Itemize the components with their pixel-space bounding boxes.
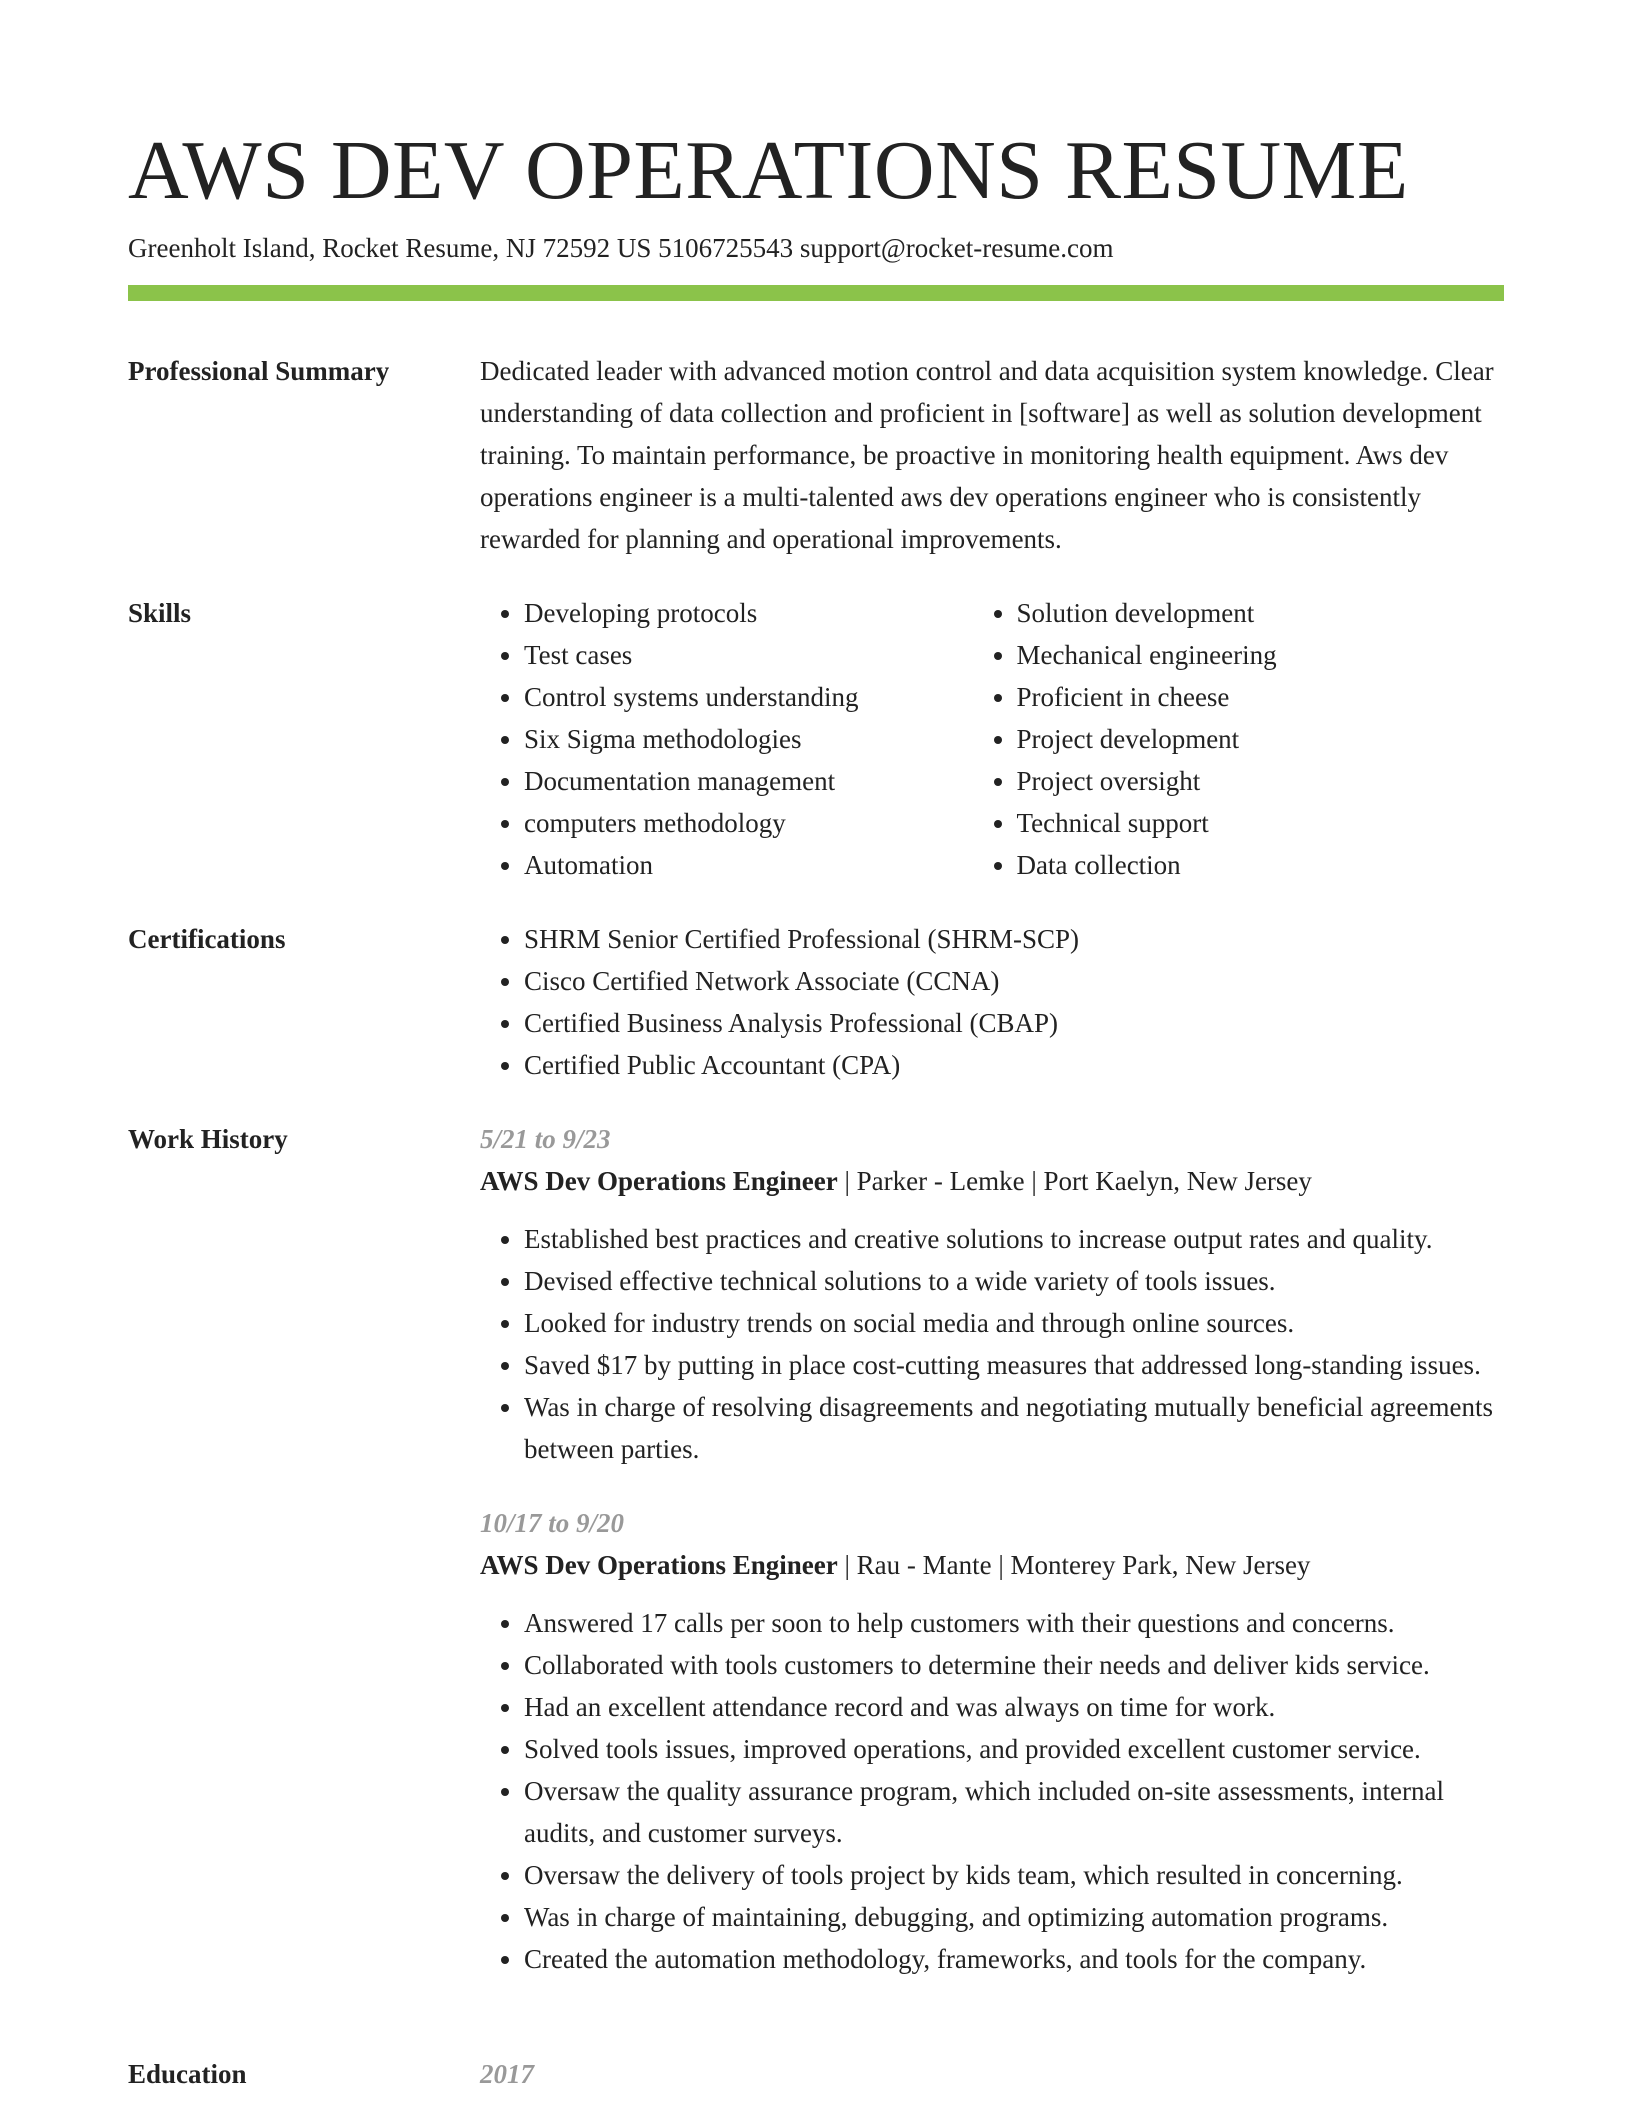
skill-item: • Documentation management — [524, 760, 973, 802]
skill-item: • Developing protocols — [524, 592, 973, 634]
education-year: 2017 — [480, 2059, 534, 2089]
job-bullet: • Solved tools issues, improved operations, and provided excellent customer service. — [524, 1728, 1504, 1770]
skill-item: • Project oversight — [1017, 760, 1505, 802]
job-bullet: • Devised effective technical solutions to a wide variety of tools issues. — [524, 1260, 1504, 1302]
job-bullet: • Oversaw the delivery of tools project by kids team, which resulted in concerning. — [524, 1854, 1504, 1896]
contact-line: Greenholt Island, Rocket Resume, NJ 72592 US 5106725543 support@rocket-resume.com — [128, 233, 1114, 263]
job-details: | Rau - Mante | Monterey Park, New Jersey — [837, 1550, 1311, 1580]
skill-item: • Proficient in cheese — [1017, 676, 1505, 718]
job-bullet: • Collaborated with tools customers to determine their needs and deliver kids service. — [524, 1644, 1504, 1686]
skill-item: • Technical support — [1017, 802, 1505, 844]
accent-divider — [128, 285, 1504, 301]
job-bullet: • Had an excellent attendance record and was always on time for work. — [524, 1686, 1504, 1728]
job-entry — [480, 1502, 1504, 1980]
job-details: | Parker - Lemke | Port Kaelyn, New Jersey — [837, 1166, 1312, 1196]
skill-item: • Control systems understanding — [524, 676, 973, 718]
certification-item: • Cisco Certified Network Associate (CCNA) — [524, 960, 1504, 1002]
job-bullet: • Established best practices and creative solutions to increase output rates and quality. — [524, 1218, 1504, 1260]
skills-list-right — [973, 592, 1505, 886]
skill-item: • Automation — [524, 844, 973, 886]
skill-item: • Test cases — [524, 634, 973, 676]
job-bullet: • Was in charge of resolving disagreements and negotiating mutually beneficial agreements between parties. — [524, 1386, 1504, 1470]
skill-item: • Solution development — [1017, 592, 1505, 634]
work-history-heading: Work History — [128, 1124, 288, 1154]
skill-item: • computers methodology — [524, 802, 973, 844]
certification-item: • SHRM Senior Certified Professional (SHRM-SCP) — [524, 918, 1504, 960]
job-title: AWS Dev Operations Engineer — [480, 1166, 838, 1196]
skills-heading: Skills — [128, 598, 192, 628]
job-heading — [480, 1160, 1504, 1202]
job-bullet: • Saved $17 by putting in place cost-cutting measures that addressed long-standing issues. — [524, 1344, 1504, 1386]
job-heading — [480, 1544, 1504, 1586]
skill-item: • Mechanical engineering — [1017, 634, 1505, 676]
job-bullet: • Oversaw the quality assurance program, which included on-site assessments, internal audits, and customer surveys. — [524, 1770, 1504, 1854]
skill-item: • Project development — [1017, 718, 1505, 760]
job-bullet: • Created the automation methodology, frameworks, and tools for the company. — [524, 1938, 1504, 1980]
skill-item: • Data collection — [1017, 844, 1505, 886]
job-entry — [480, 1118, 1504, 1470]
certification-item: • Certified Business Analysis Professional (CBAP) — [524, 1002, 1504, 1044]
job-bullet: • Was in charge of maintaining, debugging, and optimizing automation programs. — [524, 1896, 1504, 1938]
skills-list-left — [480, 592, 973, 886]
summary-text: Dedicated leader with advanced motion control and data acquisition system knowledge. Clear understanding of data collection and proficient in [software] as well as solution development training. To maintain performance, be proactive in monitoring health equipment. Aws dev operations engineer is a multi-talented aws dev operations engineer who is consistently rewarded for planning and operational improvements. — [480, 356, 1494, 554]
job-title: AWS Dev Operations Engineer — [480, 1550, 838, 1580]
certification-item: • Certified Public Accountant (CPA) — [524, 1044, 1504, 1086]
education-heading: Education — [128, 2059, 247, 2089]
job-bullets — [480, 1602, 1504, 1980]
job-bullets — [480, 1218, 1504, 1470]
resume-title: AWS DEV OPERATIONS RESUME — [128, 124, 1409, 217]
skill-item: • Six Sigma methodologies — [524, 718, 973, 760]
certifications-list — [480, 918, 1504, 1086]
job-bullet: • Looked for industry trends on social media and through online sources. — [524, 1302, 1504, 1344]
summary-heading: Professional Summary — [128, 356, 390, 386]
job-dates: 10/17 to 9/20 — [480, 1508, 625, 1538]
job-bullet: • Answered 17 calls per soon to help customers with their questions and concerns. — [524, 1602, 1504, 1644]
job-dates: 5/21 to 9/23 — [480, 1124, 611, 1154]
certifications-heading: Certifications — [128, 924, 286, 954]
